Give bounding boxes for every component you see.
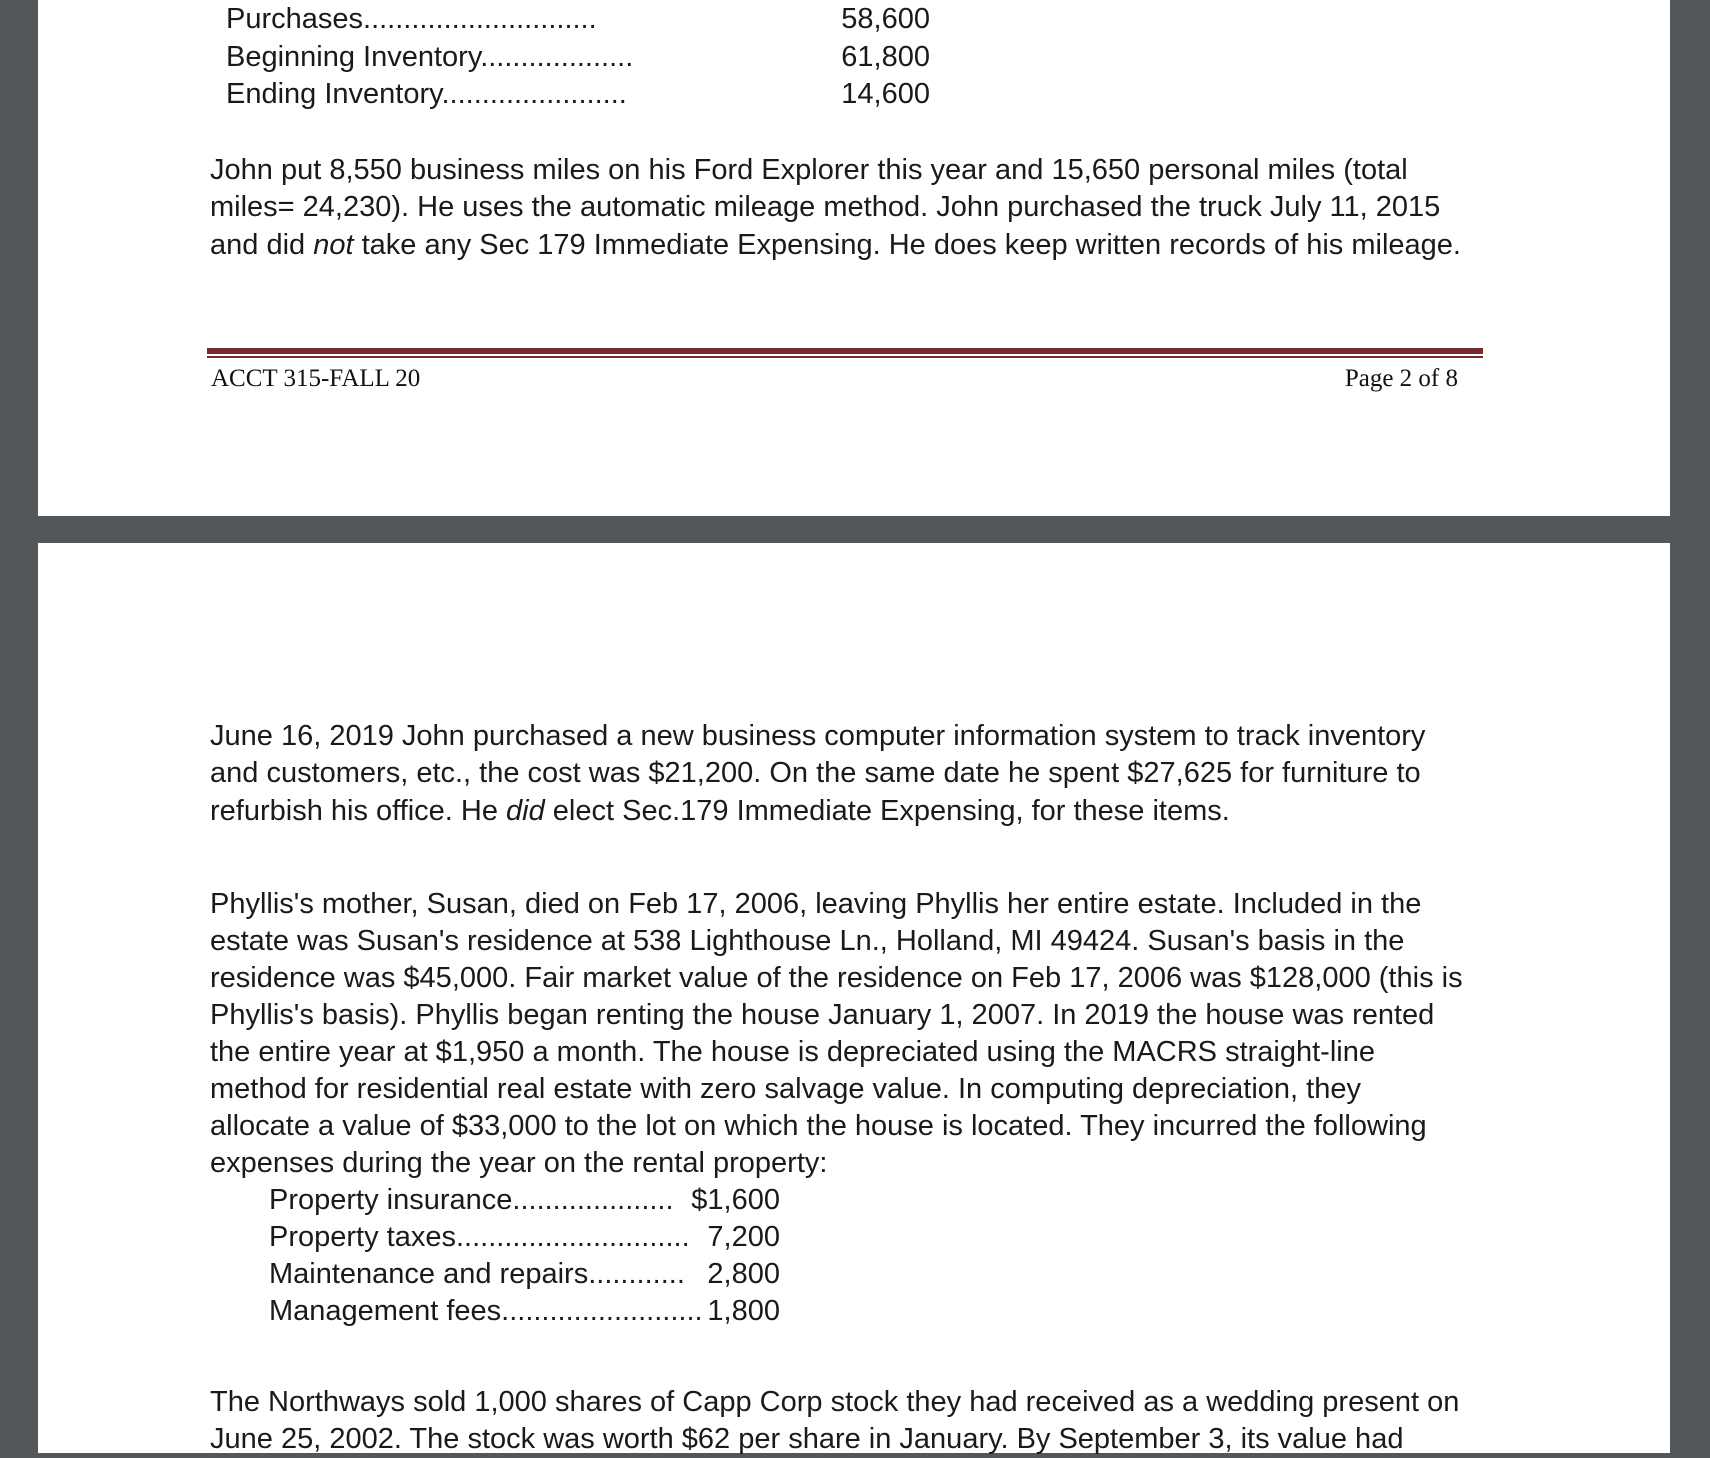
paragraph-line: expenses during the year on the rental property: bbox=[210, 1147, 828, 1179]
footer-rule-thick bbox=[207, 348, 1483, 354]
inventory-label: Beginning Inventory................... bbox=[226, 41, 634, 73]
paragraph-line: method for residential real estate with zero salvage value. In computing depreciation, they bbox=[210, 1073, 1361, 1105]
paragraph-line: allocate a value of $33,000 to the lot on which the house is located. They incurred the following bbox=[210, 1110, 1427, 1142]
paragraph-line: the entire year at $1,950 a month. The house is depreciated using the MACRS straight-line bbox=[210, 1036, 1375, 1068]
text-run: elect Sec.179 Immediate Expensing, for these items. bbox=[544, 795, 1230, 827]
expense-label: Property insurance.................... bbox=[269, 1184, 674, 1216]
text-run: and did bbox=[210, 229, 314, 261]
document-page-2 bbox=[38, 0, 1670, 516]
expense-label: Maintenance and repairs............ bbox=[269, 1258, 685, 1290]
italic-text-run: not bbox=[313, 229, 354, 261]
inventory-label: Purchases............................. bbox=[226, 3, 597, 35]
inventory-value: 14,600 bbox=[841, 78, 930, 110]
text-run: refurbish his office. He bbox=[210, 795, 507, 827]
expense-value: 2,800 bbox=[707, 1258, 780, 1290]
inventory-value: 58,600 bbox=[841, 3, 930, 35]
expense-value: 7,200 bbox=[707, 1221, 780, 1253]
paragraph-line: miles= 24,230). He uses the automatic mileage method. John purchased the truck July 11, 2015 bbox=[210, 191, 1441, 223]
footer-course: ACCT 315-FALL 20 bbox=[211, 365, 421, 392]
paragraph-line: The Northways sold 1,000 shares of Capp Corp stock they had received as a wedding present on bbox=[210, 1386, 1460, 1418]
paragraph-line: John put 8,550 business miles on his Ford Explorer this year and 15,650 personal miles (total bbox=[210, 154, 1408, 186]
paragraph-line: Phyllis's basis). Phyllis began renting the house January 1, 2007. In 2019 the house was rented bbox=[210, 999, 1435, 1031]
paragraph-line: residence was $45,000. Fair market value of the residence on Feb 17, 2006 was $128,000 (this is bbox=[210, 962, 1463, 994]
paragraph-line bbox=[210, 793, 1230, 830]
italic-text-run: did bbox=[506, 795, 545, 827]
paragraph-line: Phyllis's mother, Susan, died on Feb 17, 2006, leaving Phyllis her entire estate. Included in the bbox=[210, 888, 1422, 920]
paragraph-line bbox=[210, 227, 1461, 264]
document-page-3 bbox=[38, 543, 1670, 1453]
expense-value: 1,800 bbox=[707, 1295, 780, 1327]
footer-page-number: Page 2 of 8 bbox=[1344, 365, 1458, 392]
inventory-value: 61,800 bbox=[841, 41, 930, 73]
paragraph-line: June 25, 2002. The stock was worth $62 per share in January. By September 3, its value had bbox=[210, 1423, 1404, 1455]
footer-rule-thin bbox=[207, 356, 1483, 358]
text-run: take any Sec 179 Immediate Expensing. He does keep written records of his mileage. bbox=[353, 229, 1461, 261]
paragraph-line: estate was Susan's residence at 538 Lighthouse Ln., Holland, MI 49424. Susan's basis in the bbox=[210, 925, 1405, 957]
expense-label: Management fees......................... bbox=[269, 1295, 703, 1327]
expense-label: Property taxes............................. bbox=[269, 1221, 690, 1253]
expense-value: $1,600 bbox=[691, 1184, 780, 1216]
paragraph-line: June 16, 2019 John purchased a new business computer information system to track inventory bbox=[210, 720, 1426, 752]
inventory-label: Ending Inventory....................... bbox=[226, 78, 627, 110]
paragraph-line: and customers, etc., the cost was $21,200. On the same date he spent $27,625 for furniture to bbox=[210, 757, 1421, 789]
